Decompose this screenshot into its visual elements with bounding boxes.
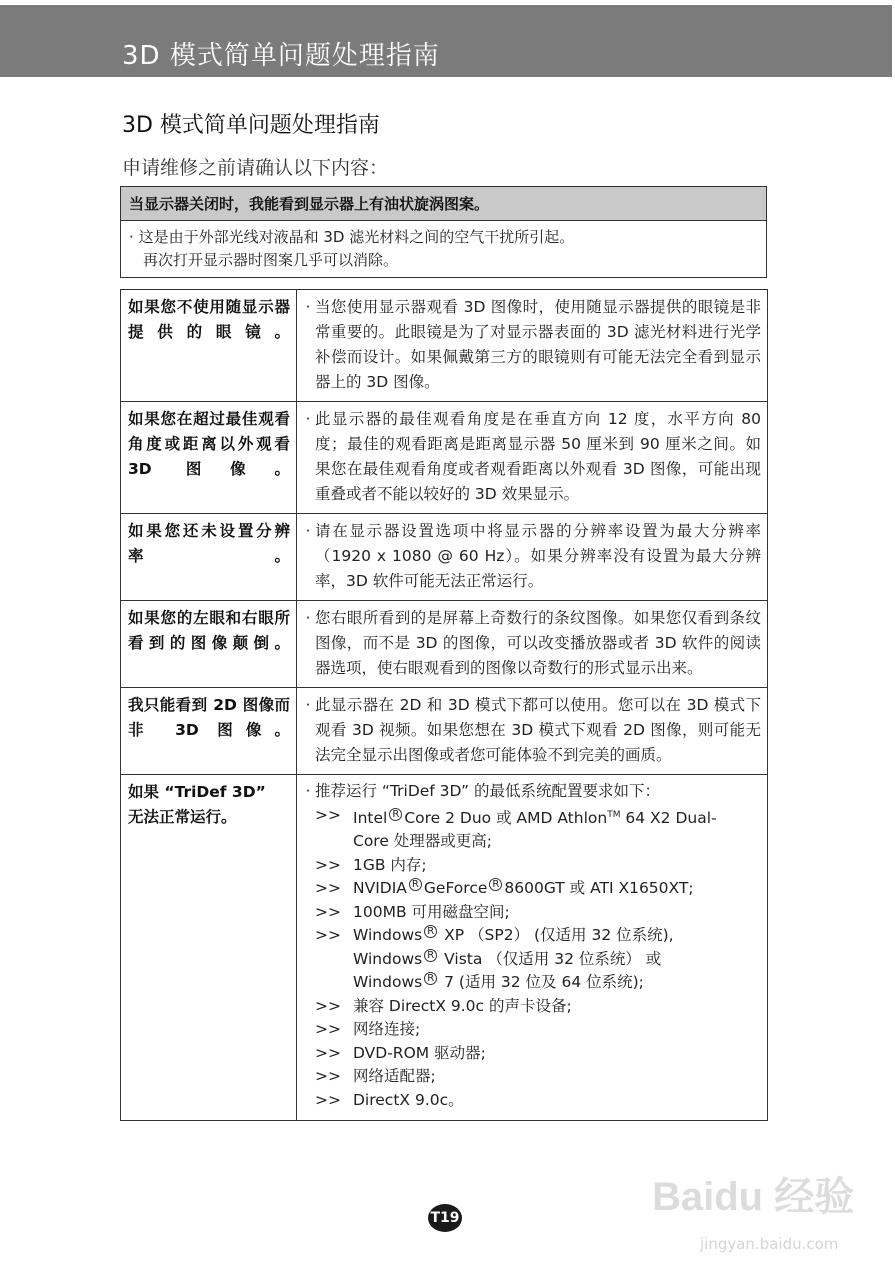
watermark-logo: Baidu 经验 [652,1175,855,1219]
notice-text-1: 这是由于外部光线对液晶和 3D 滤光材料之间的空气干扰所引起。 [138,228,575,246]
faq-answer [297,290,768,402]
arrow-icon: >> [315,926,341,945]
faq-question: 如果您还未设置分辨率。 [121,514,297,601]
tridef-intro: 推荐运行 “TriDef 3D” 的最低系统配置要求如下： [315,782,661,800]
list-item: >> NVIDIA R GeForce R 8600GT 或 ATI X1650XT; [315,877,761,901]
arrow-icon: >> [315,805,341,824]
faq-answer-text: 此显示器在 2D 和 3D 模式下都可以使用。您可以在 3D 模式下观看 3D 视频。如果您想在 3D 模式下观看 2D 图像，则可能无法完全显示出图像或者您可能体验不到完美的画质。 [315,696,761,764]
subtitle: 申请维修之前请确认以下内容： [122,157,389,179]
page-title: 3D 模式简单问题处理指南 [122,113,380,138]
arrow-icon: >> [315,1020,341,1039]
list-item: >> DVD-ROM 驱动器; [315,1042,761,1066]
list-item: >> 网络适配器; [315,1065,761,1089]
faq-answer-text: 请在显示器设置选项中将显示器的分辨率设置为最大分辨率（1920 x 1080 @ 60 Hz）。如果分辨率没有设置为最大分辨率，3D 软件可能无法正常运行。 [315,522,761,590]
arrow-icon: >> [315,879,341,898]
bullet: · [305,609,311,627]
watermark-url: jingyan.baidu.com [700,1235,839,1253]
faq-question: 如果您在超过最佳观看角度或距离以外观看 3D 图像。 [121,402,297,514]
list-item: >> 网络连接; [315,1018,761,1042]
faq-answer [297,688,768,775]
notice-line-1 [129,226,758,249]
list-item: >> 100MB 可用磁盘空间; [315,901,761,925]
table-row [121,601,768,688]
table-row [121,402,768,514]
arrow-icon: >> [315,1043,341,1062]
faq-answer [297,514,768,601]
bullet: · [305,522,311,540]
watermark [638,1165,878,1265]
registered-icon: R [389,808,402,821]
table-row [121,775,768,1121]
list-item: >> DirectX 9.0c。 [315,1089,761,1113]
notice-body [121,221,766,272]
bullet: · [129,228,134,246]
list-item: >> 兼容 DirectX 9.0c 的声卡设备; [315,995,761,1019]
registered-icon: R [424,972,437,985]
list-item: >> 1GB 内存; [315,854,761,878]
table-row [121,290,768,402]
tridef-question-line-1: 如果 “TriDef 3D” [128,783,266,801]
arrow-icon: >> [315,902,341,921]
arrow-icon: >> [315,855,341,874]
bullet: · [305,410,311,428]
faq-answer-text: 您右眼所看到的是屏幕上奇数行的条纹图像。如果您仅看到条纹图像，而不是 3D 的图像，可以改变播放器或者 3D 软件的阅读器选项，使右眼观看到的图像以奇数行的形式显示出来。 [315,609,761,677]
requirements-list [301,804,761,1113]
arrow-icon: >> [315,1067,341,1086]
bullet: · [305,782,311,800]
list-item: >> Windows R XP （SP2） (仅适用 32 位系统), Windows R Vista （仅适用 32 位系统） 或 Windows R 7 (适用 32 位及 64 位系统); [315,924,761,995]
page-number: T19 [428,1204,462,1232]
header-title: 3D 模式简单问题处理指南 [122,41,440,71]
list-item: >> Intel R Core 2 Duo 或 AMD Athlon™ 64 X2 Dual- Core 处理器或更高; [315,804,761,854]
notice-heading: 当显示器关闭时，我能看到显示器上有油状旋涡图案。 [121,187,766,221]
faq-answer [297,775,768,1121]
faq-question [121,775,297,1121]
trademark-icon: TM [607,809,621,820]
faq-table [120,289,768,1121]
header-bar [0,5,892,77]
notice-line-2: 再次打开显示器时图案几乎可以消除。 [143,251,399,269]
arrow-icon: >> [315,1090,341,1109]
table-row [121,688,768,775]
registered-icon: R [489,878,502,891]
bullet: · [305,298,311,316]
faq-question: 如果您不使用随显示器提供的眼镜。 [121,290,297,402]
faq-answer-text: 此显示器的最佳观看角度是在垂直方向 12 度，水平方向 80 度；最佳的观看距离是距离显示器 50 厘米到 90 厘米之间。如果您在最佳观看角度或者观看距离以外观看 3D 图像，可能出现重叠或者不能以较好的 3D 效果显示。 [315,410,761,503]
faq-question: 我只能看到 2D 图像而非 3D 图像。 [121,688,297,775]
tridef-question-line-2: 无法正常运行。 [128,808,237,826]
table-row [121,514,768,601]
registered-icon: R [409,878,422,891]
faq-question: 如果您的左眼和右眼所看到的图像颠倒。 [121,601,297,688]
faq-answer [297,601,768,688]
bullet: · [305,696,311,714]
faq-answer [297,402,768,514]
faq-answer-text: 当您使用显示器观看 3D 图像时，使用随显示器提供的眼镜是非常重要的。此眼镜是为了对显示器表面的 3D 滤光材料进行光学补偿而设计。如果佩戴第三方的眼镜则有可能无法完全看到显示器上的 3D 图像。 [315,298,761,391]
registered-icon: R [424,925,437,938]
arrow-icon: >> [315,996,341,1015]
registered-icon: R [424,949,437,962]
notice-box [120,186,767,278]
